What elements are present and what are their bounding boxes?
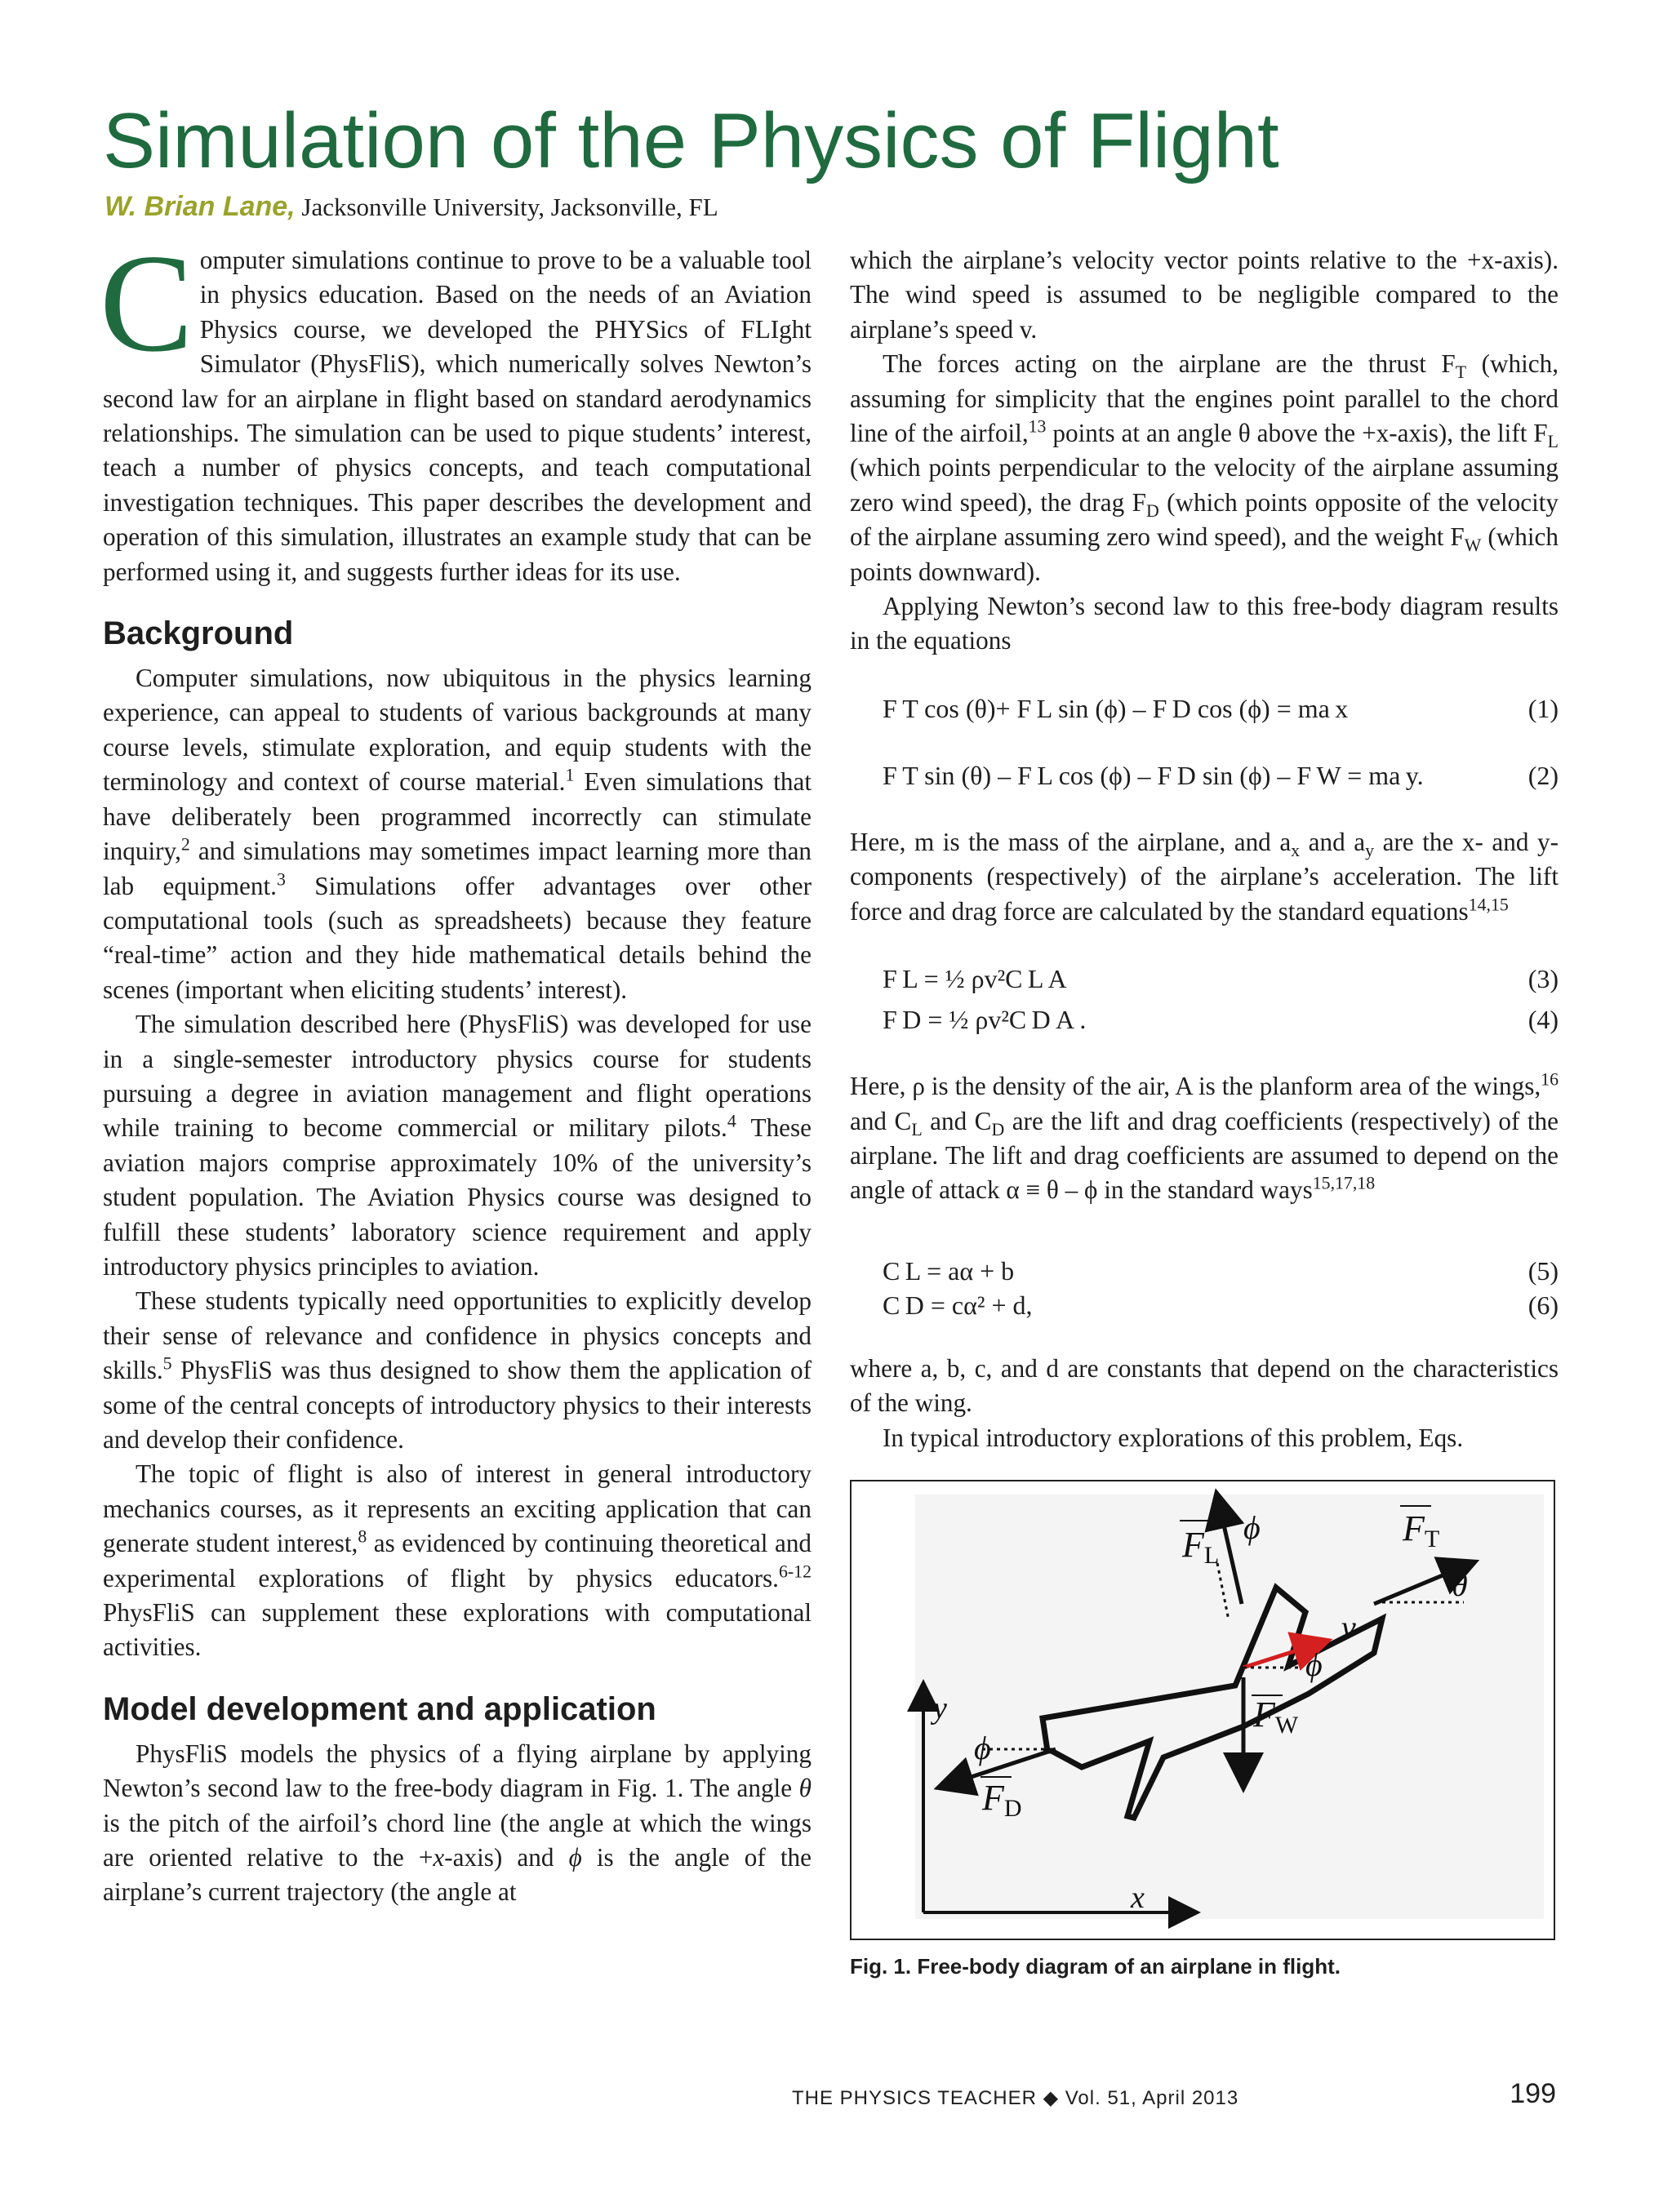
label-FL: FL (1182, 1524, 1220, 1569)
abstract: Computer simulations continue to prove to be a valuable tool in physics education. Based on the needs of an Aviation Physics course, we developed the PHYSics of FLIght Simulator (PhysFliS), which numerically solves Newton’s second law for an airplane in flight based on standard aerodynamics relationships. The simulation can be used to pique students’ interest, teach a number of physics concepts, and teach computational investigation techniques. This paper describes the development and operation of this simulation, illustrates an example study that can be performed using it, and suggests further ideas for its use. (100, 226, 812, 586)
figure-free-body-diagram (850, 1480, 1555, 1940)
equation-3: F L = ½ ρv²C L A (3) (883, 964, 1559, 994)
affiliation: Jacksonville University, Jacksonville, FL (301, 193, 718, 221)
label-theta: θ (1452, 1566, 1468, 1603)
author-name: W. Brian Lane, (104, 191, 296, 222)
equations-5-6 (850, 1254, 1559, 1322)
byline (104, 189, 718, 224)
paragraph-right-1: which the airplane’s velocity vector points relative to the +x-axis). The wind speed is assumed to be negligible compared to the airplane’s speed v. (850, 246, 1559, 344)
label-phi-drag: ϕ (974, 1729, 991, 1766)
left-column (100, 226, 812, 1910)
equations-3-4 (850, 958, 1559, 1040)
section-heading-background: Background (103, 615, 294, 652)
paragraph-right-5: Here, ρ is the density of the air, A is the planform area of the wings,$^{16}$ and $C_L$ and $C_D$ are the lift and drag coefficients (respectively) of the airplane. The lift and drag coefficients are assumed to depend on the angle of attack α ≡ θ – ϕ in the standard ways$^{15,17,18}$ (850, 1069, 1559, 1205)
drop-cap: C (100, 226, 193, 381)
article-title: Simulation of the Physics of Flight (103, 97, 1279, 184)
paragraph-background-3: These students typically need opportunities to explicitly develop their sense of relevance and confidence in physics concepts and skills.$^5$ PhysFliS was thus designed to show them the application of some of the central concepts of introductory physics to their interests and develop their confidence. (103, 1286, 812, 1454)
free-body-diagram-svg (852, 1481, 1554, 1939)
label-v: v (1341, 1608, 1356, 1646)
label-y-axis: y (933, 1690, 947, 1726)
paragraph-background-2: The simulation described here (PhysFliS) was developed for use in a single-semester introductory physics course for students pursuing a degree in aviation management and flight operations while training to become commercial or military pilots.$^4$ These aviation majors comprise approximately 10% of the university’s student population. The Aviation Physics course was designed to fulfill these students’ laboratory science requirement and apply introductory physics principles to aviation. (103, 1010, 812, 1281)
paragraph-right-2: The forces acting on the airplane are the thrust $F_T$ (which, assuming for simplicity that the engines point parallel to the chord line of the airfoil,$^{13}$ points at an angle θ above the +x-axis), the lift $F_L$ (which points perpendicular to the velocity of the airplane assuming zero wind speed), the drag $F_D$ (which points opposite of the velocity of the airplane assuming zero wind speed), and the weight $F_W$ (which points downward). (850, 349, 1559, 586)
figure-caption: Fig. 1. Free-body diagram of an airplane in flight. (850, 1953, 1341, 1979)
label-FT: FT (1403, 1508, 1440, 1552)
equations-1-2 (850, 688, 1559, 796)
paragraph-background-1: Computer simulations, now ubiquitous in the physics learning experience, can appeal to students of various backgrounds at many course levels, stimulate exploration, and equip students with the terminology and context of course material.$^1$ Even simulations that have deliberately been programmed incorrectly can stimulate inquiry,$^2$ and simulations may sometimes impact learning more than lab equipment.$^3$ Simulations offer advantages over other computational tools (such as spreadsheets) because they feature “real-time” action and they hide mathematical details behind the scenes (important when eliciting students’ interest). (103, 664, 812, 1004)
right-column (850, 243, 1559, 1981)
label-x-axis: x (1131, 1880, 1145, 1915)
label-FW: FW (1253, 1694, 1299, 1739)
page-number: 199 (1510, 2078, 1556, 2109)
equation-6: C D = cα² + d, (6) (883, 1290, 1559, 1320)
equation-1: F T cos (θ)+ F L sin (ϕ) – F D cos (ϕ) = ma x (1) (883, 693, 1559, 723)
journal-footer: THE PHYSICS TEACHER ◆ Vol. 51, April 2013 (792, 2087, 1239, 2109)
paragraph-right-7: In typical introductory explorations of this problem, Eqs. (883, 1423, 1464, 1452)
paragraph-right-4: Here, m is the mass of the airplane, and $a_x$ and $a_y$ are the x- and y-components (respectively) of the airplane’s acceleration. The lift force and drag force are calculated by the standard equations$^{14,15}$ (850, 827, 1559, 926)
equation-5: C L = aα + b (5) (883, 1255, 1559, 1286)
label-phi-top: ϕ (1243, 1508, 1261, 1546)
label-FD: FD (982, 1777, 1022, 1822)
paragraph-background-4: The topic of flight is also of interest in general introductory mechanics courses, as it represents an exciting application that can generate student interest,$^8$ as evidenced by continuing theoretical and experimental explorations of flight by physics educators.$^{6-12}$ PhysFliS can supplement these explorations with computational activities. (103, 1459, 812, 1662)
section-heading-model: Model development and application (103, 1690, 656, 1727)
label-phi-velocity: ϕ (1305, 1646, 1323, 1683)
equation-4: F D = ½ ρv²C D A . (4) (883, 1005, 1559, 1035)
equation-2: F T sin (θ) – F L cos (ϕ) – F D sin (ϕ) – F W = ma y. (2) (883, 760, 1559, 790)
paragraph-model-1: PhysFliS models the physics of a flying airplane by applying Newton’s second law to the free-body diagram in Fig. 1. The angle θ is the pitch of the airfoil’s chord line (the angle at which the wings are oriented relative to the +x-axis) and ϕ is the angle of the airplane’s current trajectory (the angle at (103, 1739, 812, 1907)
paragraph-right-6: where a, b, c, and d are constants that depend on the characteristics of the wing. (850, 1353, 1559, 1418)
paragraph-right-3: Applying Newton’s second law to this free-body diagram results in the equations (850, 592, 1559, 655)
